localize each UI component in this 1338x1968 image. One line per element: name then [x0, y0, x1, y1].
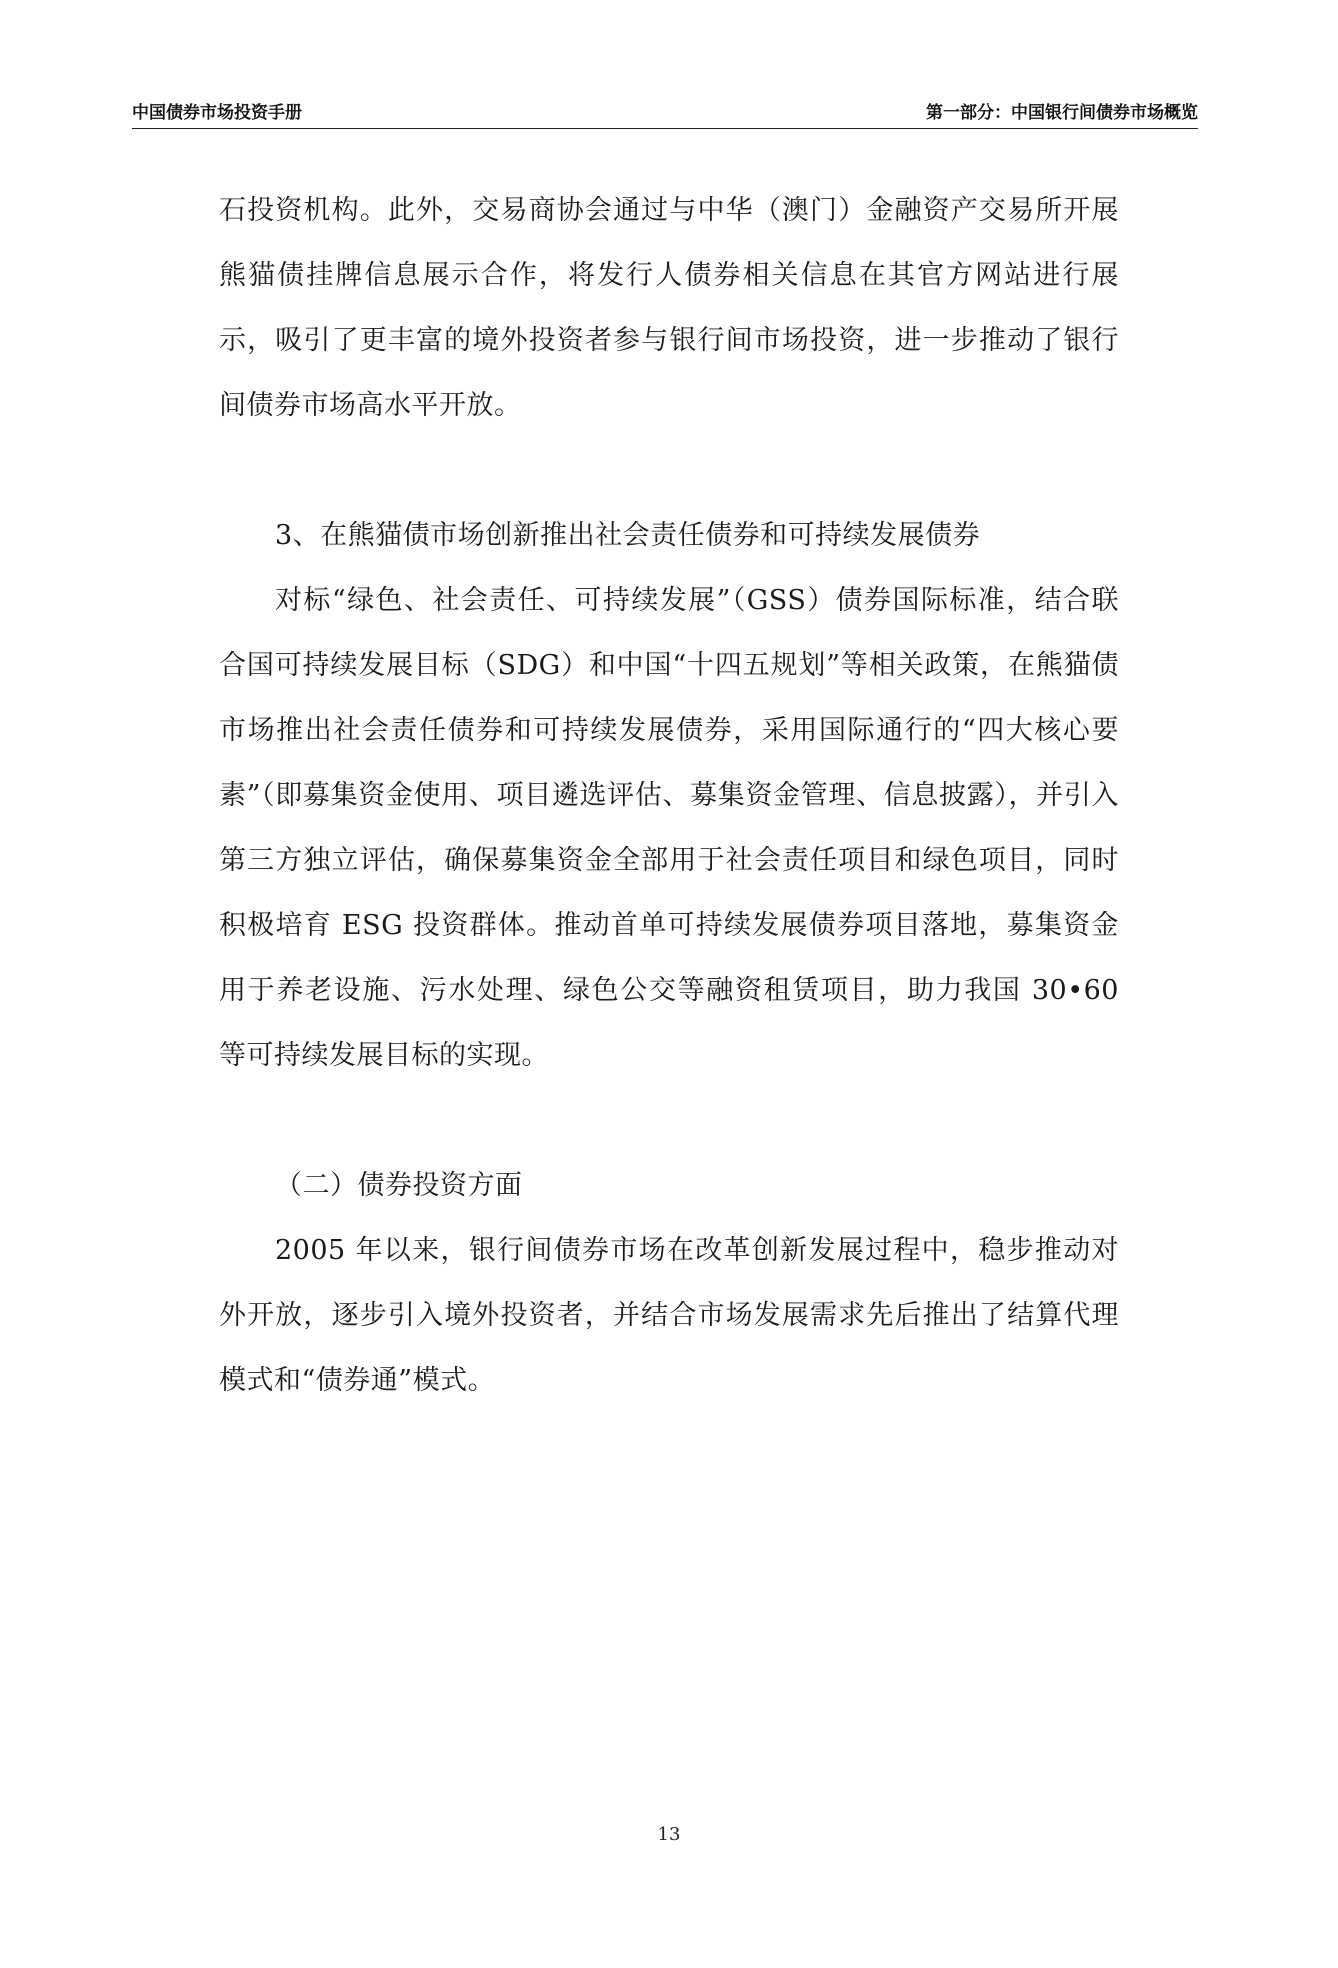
paragraph-continuation: 石投资机构。此外，交易商协会通过与中华（澳门）金融资产交易所开展熊猫债挂牌信息展示合作，将发行人债券相关信息在其官方网站进行展示，吸引了更丰富的境外投资者参与银行间市场投资，进一步推动了银行间债券市场高水平开放。	[219, 195, 1119, 421]
page-body	[219, 178, 1119, 1413]
header-section-title: 第一部分：中国银行间债券市场概览	[926, 103, 1198, 123]
header-book-title: 中国债券市场投资手册	[132, 103, 302, 123]
paragraph-bond-investment: 2005 年以来，银行间债券市场在改革创新发展过程中，稳步推动对外开放，逐步引入境外投资者，并结合市场发展需求先后推出了结算代理模式和“债券通”模式。	[219, 1235, 1119, 1396]
section-heading-3: 3、在熊猫债市场创新推出社会责任债券和可持续发展债券	[275, 520, 981, 551]
page-header	[132, 98, 1198, 132]
paragraph-gap	[219, 438, 1119, 503]
page-number: 13	[657, 1824, 681, 1845]
subsection-heading-bond-investment: （二）债券投资方面	[275, 1170, 523, 1201]
paragraph-gap	[219, 1088, 1119, 1153]
paragraph-gss-bonds: 对标“绿色、社会责任、可持续发展”（GSS）债券国际标准，结合联合国可持续发展目标（SDG）和中国“十四五规划”等相关政策，在熊猫债市场推出社会责任债券和可持续发展债券，采用国际通行的“四大核心要素”（即募集资金使用、项目遴选评估、募集资金管理、信息披露），并引入第三方独立评估，确保募集资金全部用于社会责任项目和绿色项目，同时积极培育 ESG 投资群体。推动首单可持续发展债券项目落地，募集资金用于养老设施、污水处理、绿色公交等融资租赁项目，助力我国 30•60 等可持续发展目标的实现。	[219, 585, 1119, 1071]
header-divider	[132, 128, 1198, 129]
